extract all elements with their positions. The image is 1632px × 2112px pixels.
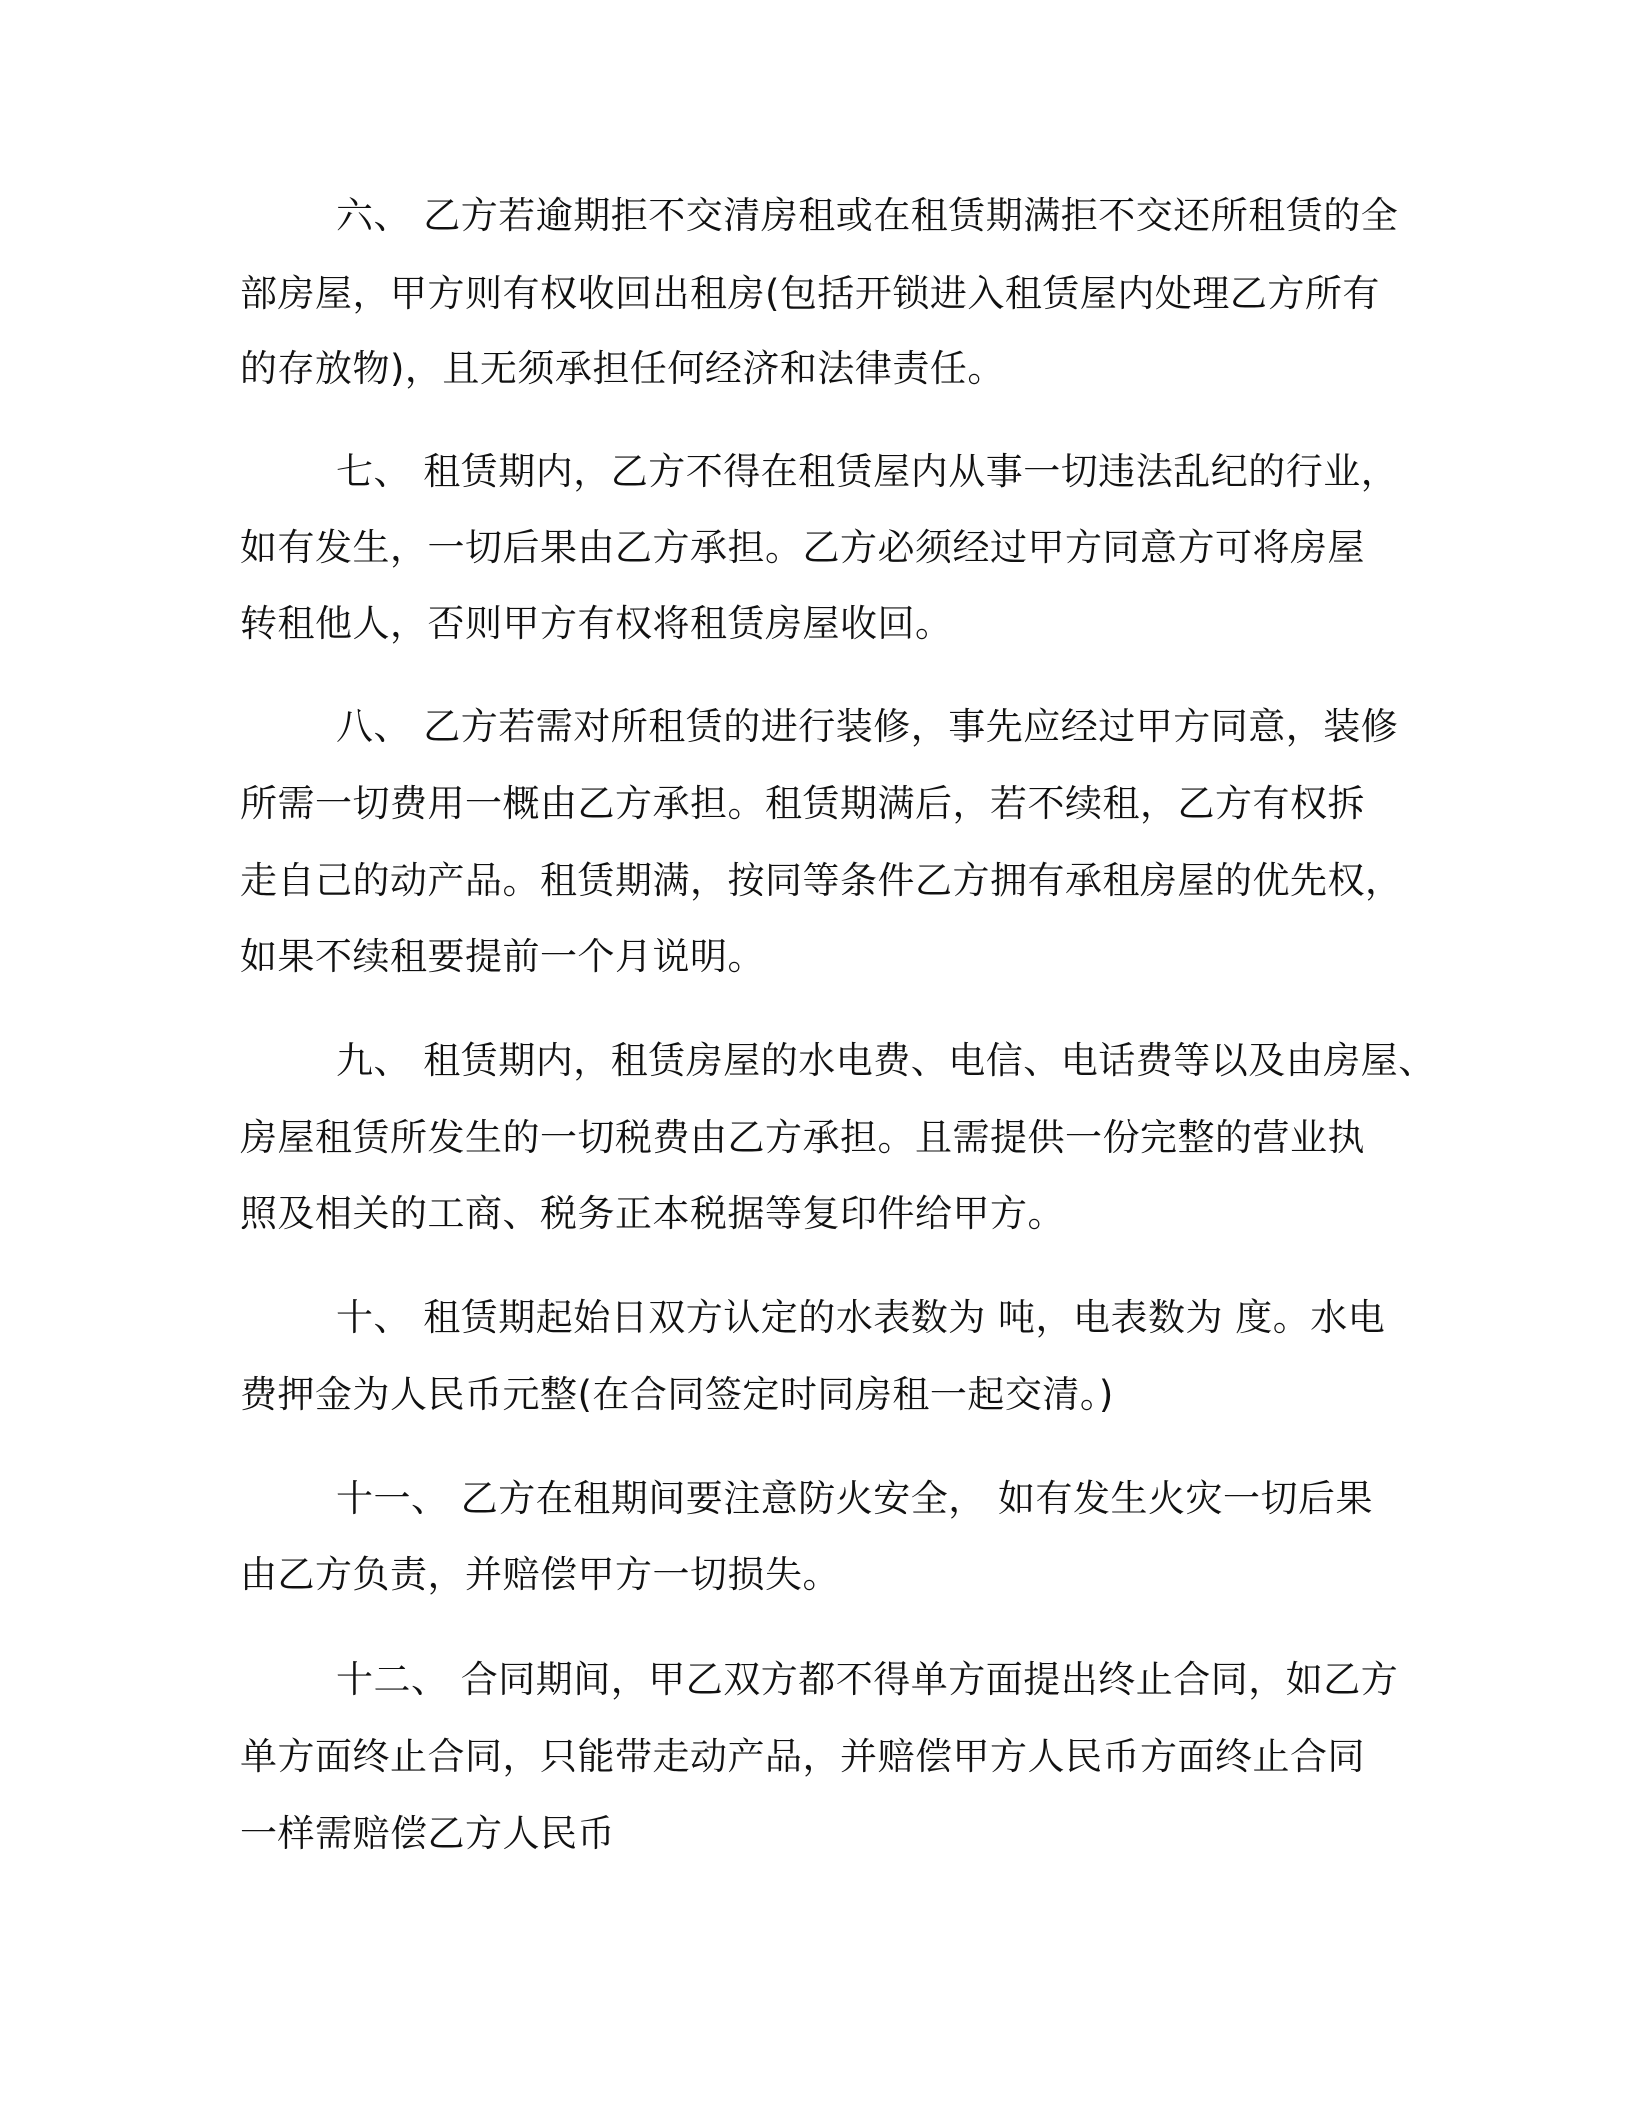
clause-9-line-1: 九、 租赁期内，租赁房屋的水电费、电信、电话费等以及由房屋、 bbox=[336, 1039, 1436, 1082]
clause-10-line-2: 费押金为人民币元整(在合同签定时同房租一起交清。) bbox=[240, 1373, 1114, 1416]
clause-7-line-1: 七、 租赁期内，乙方不得在租赁屋内从事一切违法乱纪的行业， bbox=[336, 450, 1399, 493]
clause-8-line-3: 走自己的动产品。租赁期满，按同等条件乙方拥有承租房屋的优先权， bbox=[240, 859, 1403, 902]
clause-12-line-3: 一样需赔偿乙方人民币 bbox=[240, 1812, 615, 1855]
clause-10-line-1: 十、 租赁期起始日双方认定的水表数为 吨，电表数为 度。水电 bbox=[336, 1296, 1386, 1339]
clause-7-line-3: 转租他人，否则甲方有权将租赁房屋收回。 bbox=[240, 602, 953, 645]
clause-7-line-2: 如有发生，一切后果由乙方承担。乙方必须经过甲方同意方可将房屋 bbox=[240, 526, 1365, 569]
clause-11-line-2: 由乙方负责，并赔偿甲方一切损失。 bbox=[240, 1553, 840, 1596]
clause-6-line-1: 六、 乙方若逾期拒不交清房租或在租赁期满拒不交还所租赁的全 bbox=[336, 194, 1399, 237]
clause-9-line-2: 房屋租赁所发生的一切税费由乙方承担。且需提供一份完整的营业执 bbox=[240, 1116, 1365, 1159]
clause-8-line-4: 如果不续租要提前一个月说明。 bbox=[240, 935, 765, 978]
clause-6-line-3: 的存放物)，且无须承担任何经济和法律责任。 bbox=[240, 347, 1005, 390]
clause-12-line-2: 单方面终止合同，只能带走动产品，并赔偿甲方人民币方面终止合同 bbox=[240, 1735, 1365, 1778]
clause-8-line-1: 八、 乙方若需对所租赁的进行装修，事先应经过甲方同意，装修 bbox=[336, 705, 1399, 748]
clause-9-line-3: 照及相关的工商、税务正本税据等复印件给甲方。 bbox=[240, 1192, 1065, 1235]
clause-6-line-2: 部房屋，甲方则有权收回出租房(包括开锁进入租赁屋内处理乙方所有 bbox=[240, 272, 1380, 315]
clause-12-line-1: 十二、 合同期间，甲乙双方都不得单方面提出终止合同，如乙方 bbox=[336, 1658, 1399, 1701]
clause-11-line-1: 十一、 乙方在租期间要注意防火安全， 如有发生火灾一切后果 bbox=[336, 1477, 1374, 1520]
clause-8-line-2: 所需一切费用一概由乙方承担。租赁期满后，若不续租，乙方有权拆 bbox=[240, 782, 1365, 825]
